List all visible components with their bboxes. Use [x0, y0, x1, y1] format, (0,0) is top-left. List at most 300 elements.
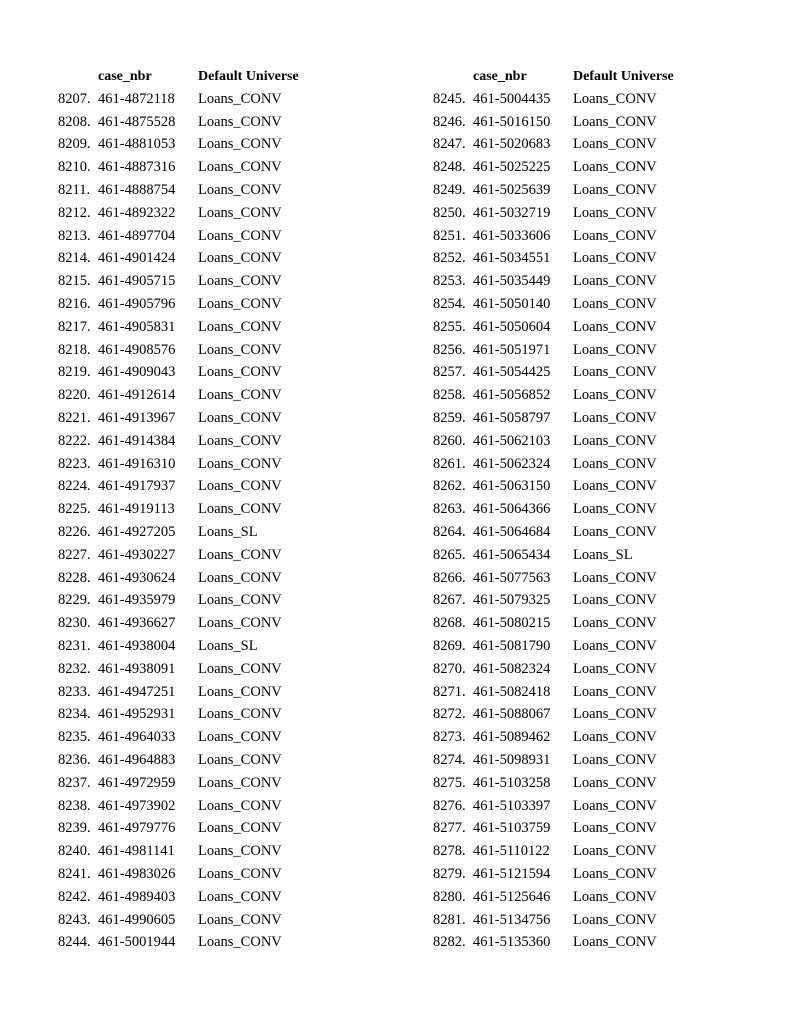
row-index: 8267. — [433, 592, 466, 609]
table-row — [433, 567, 693, 590]
table-row — [58, 635, 318, 658]
table-row — [433, 407, 693, 430]
case-nbr-cell: 461-4930227 — [98, 546, 176, 563]
case-nbr-cell: 461-4905796 — [98, 296, 176, 313]
case-nbr-cell: 461-5063150 — [473, 478, 551, 495]
universe-cell: Loans_CONV — [198, 204, 282, 221]
case-nbr-cell: 461-4936627 — [98, 615, 176, 632]
universe-cell: Loans_CONV — [573, 273, 657, 290]
table-row — [58, 818, 318, 841]
universe-cell: Loans_CONV — [198, 934, 282, 951]
case-nbr-cell: 461-4935979 — [98, 592, 176, 609]
table-row — [433, 88, 693, 111]
table-row — [58, 225, 318, 248]
table-row — [433, 111, 693, 134]
case-nbr-cell: 461-4938004 — [98, 638, 176, 655]
table-row — [58, 362, 318, 385]
universe-cell: Loans_CONV — [573, 592, 657, 609]
table-row — [433, 635, 693, 658]
universe-cell: Loans_SL — [198, 524, 258, 541]
universe-cell: Loans_CONV — [573, 227, 657, 244]
row-index: 8227. — [58, 546, 91, 563]
table-row — [433, 590, 693, 613]
table-row — [58, 726, 318, 749]
row-index: 8208. — [58, 113, 91, 130]
table-row — [433, 384, 693, 407]
universe-cell: Loans_CONV — [198, 250, 282, 267]
universe-cell: Loans_CONV — [198, 182, 282, 199]
table-row — [58, 179, 318, 202]
case-nbr-cell: 461-4892322 — [98, 204, 176, 221]
row-index: 8276. — [433, 797, 466, 814]
case-nbr-cell: 461-4990605 — [98, 911, 176, 928]
universe-cell: Loans_SL — [573, 546, 633, 563]
universe-cell: Loans_CONV — [198, 113, 282, 130]
row-index: 8244. — [58, 934, 91, 951]
universe-cell: Loans_CONV — [198, 729, 282, 746]
universe-cell: Loans_CONV — [573, 752, 657, 768]
universe-cell: Loans_CONV — [573, 660, 657, 677]
case-nbr-cell: 461-5121594 — [473, 865, 551, 882]
universe-cell: Loans_CONV — [198, 774, 282, 791]
universe-cell: Loans_CONV — [198, 843, 282, 860]
row-index: 8234. — [58, 706, 91, 723]
universe-cell: Loans_CONV — [573, 683, 657, 700]
case-nbr-cell: 461-4919113 — [98, 501, 175, 518]
case-nbr-cell: 461-5125646 — [473, 888, 551, 905]
row-index: 8262. — [433, 478, 466, 495]
case-nbr-cell: 461-4964033 — [98, 729, 176, 746]
row-index: 8256. — [433, 341, 466, 358]
row-index: 8253. — [433, 273, 466, 290]
universe-cell: Loans_CONV — [198, 90, 282, 107]
universe-cell: Loans_CONV — [573, 843, 657, 860]
universe-cell: Loans_CONV — [198, 387, 282, 404]
universe-cell: Loans_CONV — [573, 182, 657, 199]
universe-cell: Loans_CONV — [198, 752, 282, 768]
universe-cell: Loans_CONV — [573, 387, 657, 404]
table-row — [58, 407, 318, 430]
case-nbr-cell: 461-4897704 — [98, 227, 176, 244]
table-row — [433, 202, 693, 225]
default-universe-header: Default Universe — [198, 69, 299, 84]
universe-cell: Loans_CONV — [573, 797, 657, 814]
table-row — [58, 339, 318, 362]
row-index: 8255. — [433, 318, 466, 335]
universe-cell: Loans_CONV — [573, 250, 657, 267]
universe-cell: Loans_CONV — [573, 524, 657, 541]
universe-cell: Loans_CONV — [573, 113, 657, 130]
universe-cell: Loans_CONV — [198, 136, 282, 153]
table-row — [58, 521, 318, 544]
case-nbr-cell: 461-5004435 — [473, 90, 551, 107]
row-index: 8233. — [58, 683, 91, 700]
table-row — [58, 498, 318, 521]
table-row — [58, 772, 318, 795]
right-rows — [433, 88, 693, 954]
row-index: 8225. — [58, 501, 91, 518]
case-nbr-cell: 461-5103258 — [473, 774, 551, 791]
universe-cell: Loans_CONV — [573, 432, 657, 449]
universe-cell: Loans_CONV — [573, 888, 657, 905]
row-index: 8207. — [58, 90, 91, 107]
case-nbr-cell: 461-5034551 — [473, 250, 551, 267]
table-row — [433, 863, 693, 886]
row-index: 8237. — [58, 774, 91, 791]
table-row — [433, 818, 693, 841]
case-nbr-cell: 461-4947251 — [98, 683, 176, 700]
row-index: 8230. — [58, 615, 91, 632]
case-nbr-cell: 461-4912614 — [98, 387, 176, 404]
table-row — [58, 476, 318, 499]
case-nbr-cell: 461-5062103 — [473, 432, 551, 449]
row-index: 8209. — [58, 136, 91, 153]
row-index: 8211. — [58, 182, 91, 199]
table-row — [58, 590, 318, 613]
table-row — [58, 863, 318, 886]
table-row — [58, 453, 318, 476]
table-row — [58, 270, 318, 293]
case-nbr-cell: 461-5135360 — [473, 934, 551, 951]
case-nbr-cell: 461-5110122 — [473, 843, 550, 860]
table-header — [433, 66, 693, 88]
universe-cell: Loans_CONV — [198, 159, 282, 176]
case-nbr-cell: 461-4979776 — [98, 820, 176, 837]
table-row — [433, 316, 693, 339]
table-row — [433, 704, 693, 727]
table-row — [433, 430, 693, 453]
row-index: 8221. — [58, 410, 91, 427]
case-nbr-cell: 461-5035449 — [473, 273, 551, 290]
case-nbr-cell: 461-5051971 — [473, 341, 551, 358]
case-nbr-cell: 461-4913967 — [98, 410, 176, 427]
table-row — [433, 749, 693, 772]
case-nbr-cell: 461-4916310 — [98, 455, 176, 472]
row-index: 8265. — [433, 546, 466, 563]
universe-cell: Loans_CONV — [198, 615, 282, 632]
case-nbr-cell: 461-5050140 — [473, 296, 551, 313]
row-index: 8249. — [433, 182, 466, 199]
table-row — [58, 840, 318, 863]
universe-cell: Loans_CONV — [198, 478, 282, 495]
row-index: 8246. — [433, 113, 466, 130]
table-row — [433, 476, 693, 499]
case-nbr-cell: 461-5098931 — [473, 752, 551, 768]
universe-cell: Loans_CONV — [198, 501, 282, 518]
table-row — [433, 270, 693, 293]
universe-cell: Loans_CONV — [198, 273, 282, 290]
case-nbr-cell: 461-4989403 — [98, 888, 176, 905]
row-index: 8217. — [58, 318, 91, 335]
case-nbr-cell: 461-5077563 — [473, 569, 551, 586]
universe-cell: Loans_SL — [198, 638, 258, 655]
case-nbr-cell: 461-5062324 — [473, 455, 551, 472]
case-nbr-cell: 461-4972959 — [98, 774, 176, 791]
table-row — [433, 772, 693, 795]
universe-cell: Loans_CONV — [573, 455, 657, 472]
row-index: 8247. — [433, 136, 466, 153]
row-index: 8268. — [433, 615, 466, 632]
table-row — [433, 544, 693, 567]
case-nbr-cell: 461-5020683 — [473, 136, 551, 153]
case-nbr-cell: 461-5065434 — [473, 546, 551, 563]
table-row — [433, 886, 693, 909]
table-row — [433, 498, 693, 521]
row-index: 8242. — [58, 888, 91, 905]
row-index: 8251. — [433, 227, 466, 244]
universe-cell: Loans_CONV — [573, 204, 657, 221]
universe-cell: Loans_CONV — [573, 934, 657, 951]
row-index: 8235. — [58, 729, 91, 746]
row-index: 8272. — [433, 706, 466, 723]
case-nbr-cell: 461-5032719 — [473, 204, 551, 221]
universe-cell: Loans_CONV — [198, 865, 282, 882]
table-row — [433, 681, 693, 704]
table-row — [433, 156, 693, 179]
default-universe-header: Default Universe — [573, 69, 674, 84]
table-row — [58, 316, 318, 339]
row-index: 8231. — [58, 638, 91, 655]
row-index: 8252. — [433, 250, 466, 267]
case-nbr-cell: 461-5082418 — [473, 683, 551, 700]
universe-cell: Loans_CONV — [198, 706, 282, 723]
right-column — [433, 66, 693, 954]
row-index: 8241. — [58, 865, 91, 882]
table-row — [58, 544, 318, 567]
universe-cell: Loans_CONV — [573, 364, 657, 381]
universe-cell: Loans_CONV — [573, 478, 657, 495]
row-index: 8261. — [433, 455, 466, 472]
case-nbr-cell: 461-4938091 — [98, 660, 176, 677]
row-index: 8258. — [433, 387, 466, 404]
case-nbr-cell: 461-4905715 — [98, 273, 176, 290]
row-index: 8248. — [433, 159, 466, 176]
universe-cell: Loans_CONV — [573, 706, 657, 723]
case-nbr-cell: 461-4981141 — [98, 843, 175, 860]
case-nbr-cell: 461-4908576 — [98, 341, 176, 358]
table-row — [58, 681, 318, 704]
table-row — [433, 612, 693, 635]
row-index: 8273. — [433, 729, 466, 746]
universe-cell: Loans_CONV — [198, 364, 282, 381]
left-rows — [58, 88, 318, 954]
universe-cell: Loans_CONV — [573, 729, 657, 746]
universe-cell: Loans_CONV — [573, 911, 657, 928]
universe-cell: Loans_CONV — [573, 410, 657, 427]
row-index: 8250. — [433, 204, 466, 221]
table-row — [433, 134, 693, 157]
table-row — [58, 293, 318, 316]
case-nbr-cell: 461-5050604 — [473, 318, 551, 335]
table-row — [58, 749, 318, 772]
row-index: 8240. — [58, 843, 91, 860]
case-nbr-cell: 461-4909043 — [98, 364, 176, 381]
row-index: 8229. — [58, 592, 91, 609]
row-index: 8224. — [58, 478, 91, 495]
universe-cell: Loans_CONV — [198, 318, 282, 335]
row-index: 8275. — [433, 774, 466, 791]
case-nbr-header: case_nbr — [473, 69, 527, 84]
case-nbr-cell: 461-4872118 — [98, 90, 175, 107]
table-row — [58, 704, 318, 727]
universe-cell: Loans_CONV — [573, 318, 657, 335]
row-index: 8243. — [58, 911, 91, 928]
universe-cell: Loans_CONV — [573, 865, 657, 882]
row-index: 8223. — [58, 455, 91, 472]
universe-cell: Loans_CONV — [198, 546, 282, 563]
universe-cell: Loans_CONV — [198, 341, 282, 358]
case-nbr-cell: 461-4927205 — [98, 524, 176, 541]
universe-cell: Loans_CONV — [198, 455, 282, 472]
case-nbr-cell: 461-4905831 — [98, 318, 176, 335]
row-index: 8239. — [58, 820, 91, 837]
case-nbr-cell: 461-4888754 — [98, 182, 176, 199]
case-nbr-cell: 461-4930624 — [98, 569, 176, 586]
case-nbr-cell: 461-5054425 — [473, 364, 551, 381]
row-index: 8281. — [433, 911, 466, 928]
row-index: 8263. — [433, 501, 466, 518]
table-row — [58, 795, 318, 818]
table-row — [433, 362, 693, 385]
table-row — [433, 248, 693, 271]
table-row — [433, 795, 693, 818]
case-nbr-cell: 461-5033606 — [473, 227, 551, 244]
row-index: 8260. — [433, 432, 466, 449]
case-nbr-cell: 461-4887316 — [98, 159, 176, 176]
universe-cell: Loans_CONV — [573, 638, 657, 655]
row-index: 8257. — [433, 364, 466, 381]
universe-cell: Loans_CONV — [198, 911, 282, 928]
table-row — [433, 339, 693, 362]
universe-cell: Loans_CONV — [198, 820, 282, 837]
row-index: 8278. — [433, 843, 466, 860]
row-index: 8266. — [433, 569, 466, 586]
row-index: 8259. — [433, 410, 466, 427]
case-nbr-cell: 461-5134756 — [473, 911, 551, 928]
table-row — [433, 909, 693, 932]
case-nbr-cell: 461-4881053 — [98, 136, 176, 153]
row-index: 8232. — [58, 660, 91, 677]
row-index: 8213. — [58, 227, 91, 244]
case-nbr-cell: 461-4875528 — [98, 113, 176, 130]
table-row — [58, 384, 318, 407]
universe-cell: Loans_CONV — [573, 159, 657, 176]
case-nbr-cell: 461-5080215 — [473, 615, 551, 632]
row-index: 8269. — [433, 638, 466, 655]
row-index: 8216. — [58, 296, 91, 313]
case-nbr-cell: 461-4917937 — [98, 478, 176, 495]
row-index: 8215. — [58, 273, 91, 290]
row-index: 8264. — [433, 524, 466, 541]
universe-cell: Loans_CONV — [198, 296, 282, 313]
case-nbr-cell: 461-5016150 — [473, 113, 551, 130]
row-index: 8228. — [58, 569, 91, 586]
case-nbr-header: case_nbr — [98, 69, 152, 84]
case-nbr-cell: 461-5025639 — [473, 182, 551, 199]
table-row — [58, 909, 318, 932]
row-index: 8238. — [58, 797, 91, 814]
universe-cell: Loans_CONV — [198, 660, 282, 677]
table-row — [433, 453, 693, 476]
case-nbr-cell: 461-5025225 — [473, 159, 551, 176]
table-row — [58, 931, 318, 954]
table-row — [58, 567, 318, 590]
left-column — [58, 66, 318, 954]
universe-cell: Loans_CONV — [573, 774, 657, 791]
row-index: 8218. — [58, 341, 91, 358]
table-row — [58, 202, 318, 225]
table-row — [58, 886, 318, 909]
universe-cell: Loans_CONV — [573, 569, 657, 586]
case-nbr-cell: 461-5079325 — [473, 592, 551, 609]
row-index: 8219. — [58, 364, 91, 381]
row-index: 8274. — [433, 752, 466, 768]
row-index: 8236. — [58, 752, 91, 768]
universe-cell: Loans_CONV — [198, 569, 282, 586]
row-index: 8222. — [58, 432, 91, 449]
case-nbr-cell: 461-5056852 — [473, 387, 551, 404]
universe-cell: Loans_CONV — [198, 410, 282, 427]
case-nbr-cell: 461-5103759 — [473, 820, 551, 837]
table-row — [58, 156, 318, 179]
table-row — [433, 293, 693, 316]
case-nbr-cell: 461-5081790 — [473, 638, 551, 655]
case-nbr-cell: 461-4914384 — [98, 432, 176, 449]
table-row — [58, 430, 318, 453]
case-nbr-cell: 461-5082324 — [473, 660, 551, 677]
universe-cell: Loans_CONV — [573, 90, 657, 107]
universe-cell: Loans_CONV — [198, 888, 282, 905]
case-nbr-cell: 461-4952931 — [98, 706, 176, 723]
universe-cell: Loans_CONV — [198, 797, 282, 814]
table-row — [58, 111, 318, 134]
row-index: 8277. — [433, 820, 466, 837]
table-row — [58, 134, 318, 157]
table-row — [433, 726, 693, 749]
row-index: 8271. — [433, 683, 466, 700]
row-index: 8280. — [433, 888, 466, 905]
case-nbr-cell: 461-5064366 — [473, 501, 551, 518]
case-nbr-cell: 461-4973902 — [98, 797, 176, 814]
case-nbr-cell: 461-5103397 — [473, 797, 551, 814]
table-row — [58, 88, 318, 111]
row-index: 8220. — [58, 387, 91, 404]
universe-cell: Loans_CONV — [573, 615, 657, 632]
row-index: 8270. — [433, 660, 466, 677]
table-row — [433, 179, 693, 202]
universe-cell: Loans_CONV — [573, 341, 657, 358]
universe-cell: Loans_CONV — [198, 227, 282, 244]
universe-cell: Loans_CONV — [198, 683, 282, 700]
table-row — [433, 658, 693, 681]
universe-cell: Loans_CONV — [573, 136, 657, 153]
case-nbr-cell: 461-5089462 — [473, 729, 551, 746]
case-nbr-cell: 461-5064684 — [473, 524, 551, 541]
table-row — [433, 521, 693, 544]
table-row — [58, 658, 318, 681]
case-nbr-cell: 461-5088067 — [473, 706, 551, 723]
table-row — [433, 225, 693, 248]
universe-cell: Loans_CONV — [573, 501, 657, 518]
row-index: 8214. — [58, 250, 91, 267]
case-nbr-cell: 461-4901424 — [98, 250, 176, 267]
row-index: 8226. — [58, 524, 91, 541]
universe-cell: Loans_CONV — [573, 820, 657, 837]
row-index: 8212. — [58, 204, 91, 221]
universe-cell: Loans_CONV — [198, 592, 282, 609]
table-row — [58, 248, 318, 271]
universe-cell: Loans_CONV — [573, 296, 657, 313]
